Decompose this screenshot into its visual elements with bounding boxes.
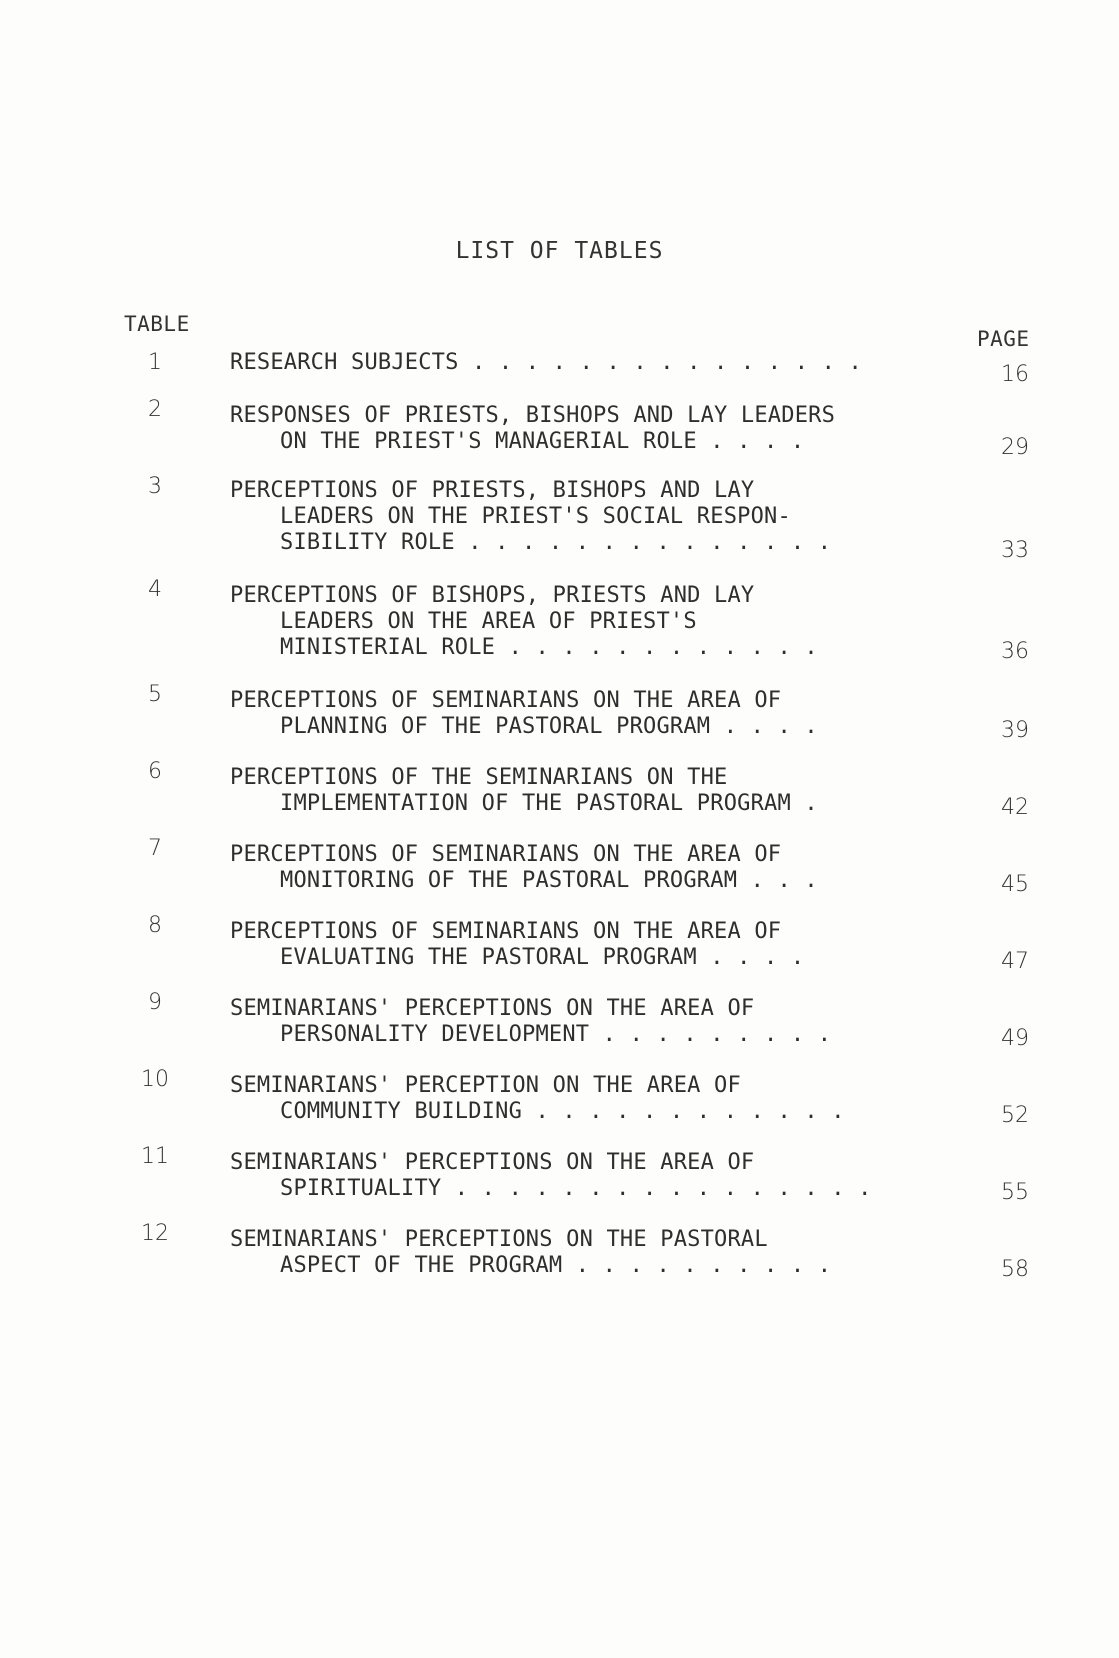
table-caption (230, 996, 990, 1048)
caption-line: PERCEPTIONS OF THE SEMINARIANS ON THE (230, 765, 728, 790)
table-number: 3 (148, 474, 162, 499)
table-caption (230, 765, 990, 817)
table-caption (230, 1227, 990, 1279)
page-number: 36 (1001, 639, 1029, 664)
caption-line: SPIRITUALITY . . . . . . . . . . . . . . . . (280, 1176, 872, 1201)
caption-line: IMPLEMENTATION OF THE PASTORAL PROGRAM . (280, 791, 818, 816)
page-number: 33 (1001, 538, 1029, 563)
table-number: 5 (148, 682, 162, 707)
table-caption (230, 688, 990, 740)
caption-line: PERCEPTIONS OF SEMINARIANS ON THE AREA OF (230, 919, 782, 944)
table-number: 6 (148, 759, 162, 784)
table-caption (230, 403, 990, 455)
page-title: LIST OF TABLES (455, 238, 664, 264)
caption-line: RESEARCH SUBJECTS . . . . . . . . . . . . . . . (230, 350, 862, 375)
table-number: 12 (141, 1221, 169, 1246)
caption-line: COMMUNITY BUILDING . . . . . . . . . . . . (280, 1099, 845, 1124)
table-number: 10 (141, 1067, 169, 1092)
caption-line: SEMINARIANS' PERCEPTIONS ON THE AREA OF (230, 996, 755, 1021)
table-caption (230, 478, 990, 556)
caption-line: PERCEPTIONS OF SEMINARIANS ON THE AREA OF (230, 842, 782, 867)
caption-line: PLANNING OF THE PASTORAL PROGRAM . . . . (280, 714, 818, 739)
caption-line: LEADERS ON THE AREA OF PRIEST'S (280, 609, 697, 634)
table-caption (230, 583, 990, 661)
table-caption (230, 350, 990, 376)
page-number: 42 (1001, 795, 1029, 820)
table-number: 8 (148, 913, 162, 938)
page-number: 58 (1001, 1257, 1029, 1282)
table-caption (230, 1150, 990, 1202)
caption-line: SIBILITY ROLE . . . . . . . . . . . . . . (280, 530, 832, 555)
caption-line: PERCEPTIONS OF SEMINARIANS ON THE AREA OF (230, 688, 782, 713)
table-caption (230, 1073, 990, 1125)
page-number: 29 (1001, 435, 1029, 460)
page-number: 16 (1001, 362, 1029, 387)
table-column-header: TABLE (124, 312, 190, 336)
caption-line: PERCEPTIONS OF PRIESTS, BISHOPS AND LAY (230, 478, 755, 503)
table-number: 2 (148, 397, 162, 422)
caption-line: EVALUATING THE PASTORAL PROGRAM . . . . (280, 945, 805, 970)
table-number: 4 (148, 577, 162, 602)
page-number: 55 (1001, 1180, 1029, 1205)
caption-line: SEMINARIANS' PERCEPTIONS ON THE PASTORAL (230, 1227, 768, 1252)
table-number: 9 (148, 990, 162, 1015)
page-number: 49 (1001, 1026, 1029, 1051)
page-number: 47 (1001, 949, 1029, 974)
caption-line: SEMINARIANS' PERCEPTIONS ON THE AREA OF (230, 1150, 755, 1175)
caption-line: ON THE PRIEST'S MANAGERIAL ROLE . . . . (280, 429, 805, 454)
caption-line: ASPECT OF THE PROGRAM . . . . . . . . . . (280, 1253, 832, 1278)
caption-line: RESPONSES OF PRIESTS, BISHOPS AND LAY LEADERS (230, 403, 836, 428)
caption-line: MONITORING OF THE PASTORAL PROGRAM . . . (280, 868, 818, 893)
caption-line: LEADERS ON THE PRIEST'S SOCIAL RESPON- (280, 504, 791, 529)
table-number: 1 (148, 350, 162, 375)
page-number: 39 (1001, 718, 1029, 743)
table-caption (230, 842, 990, 894)
caption-line: PERCEPTIONS OF BISHOPS, PRIESTS AND LAY (230, 583, 755, 608)
table-caption (230, 919, 990, 971)
caption-line: PERSONALITY DEVELOPMENT . . . . . . . . . (280, 1022, 832, 1047)
page-number: 52 (1001, 1103, 1029, 1128)
table-number: 11 (141, 1144, 169, 1169)
caption-line: MINISTERIAL ROLE . . . . . . . . . . . . (280, 635, 818, 660)
table-number: 7 (148, 836, 162, 861)
page-number: 45 (1001, 872, 1029, 897)
caption-line: SEMINARIANS' PERCEPTION ON THE AREA OF (230, 1073, 741, 1098)
page-column-header: PAGE (977, 327, 1030, 351)
